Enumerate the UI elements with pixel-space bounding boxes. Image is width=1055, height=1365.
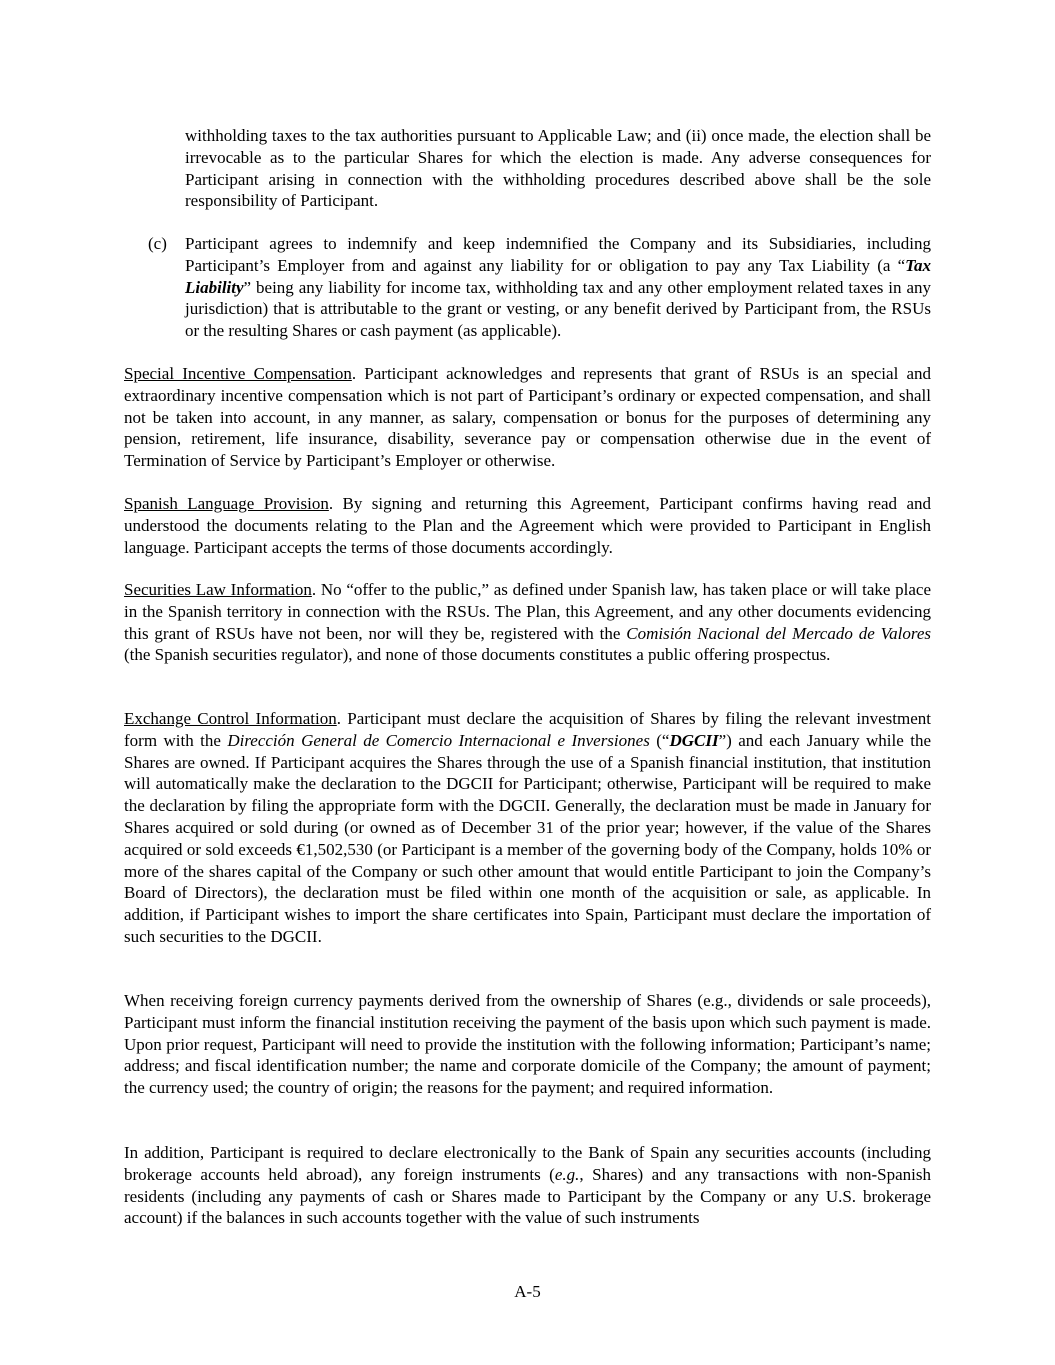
foreign-currency-text: When receiving foreign currency payments derived from the ownership of Shares (e.g., dividends or sale proceeds), Participant must inform the financial institution receiving the payment of the basis upon which such payment is made. Upon prior request, Participant will need to provide the institution with the following information; Participant’s name; address; and fiscal identification number; the name and corporate domicile of the Company; the amount of payment; the currency used; the country of origin; the reasons for the payment; and required information. bbox=[124, 991, 931, 1098]
page-number: A-5 bbox=[514, 1282, 541, 1301]
item-c-text-2: ” being any liability for income tax, withholding tax and any other employment related taxes in any jurisdiction) that is attributable to the grant or vesting, or any benefit derived by Participant from, the RSUs or the resulting Shares or cash payment (as applicable). bbox=[185, 277, 931, 341]
continued-paragraph bbox=[185, 125, 931, 212]
bank-of-spain-paragraph bbox=[124, 1142, 931, 1229]
bank-of-spain-text-2: , Shares) and any transactions with non-Spanish residents (including any payments of cash or Shares made to Participant by the Company or any U.S. brokerage account) if the balances in such accounts together with the value of such instruments bbox=[124, 1164, 931, 1228]
item-c-paragraph bbox=[185, 233, 931, 342]
special-incentive-text: . Participant acknowledges and represents that grant of RSUs is an special and extraordinary incentive compensation which is not part of Participant’s ordinary or expected compensation, and shall not be taken into account, in any manner, as salary, compensation or bonus for the purposes of determining any pension, retirement, life insurance, disability, severance pay or compensation otherwise due in the event of Termination of Service by Participant’s Employer or otherwise. bbox=[124, 364, 932, 471]
spanish-language-paragraph bbox=[124, 493, 931, 558]
spanish-language-text: . By signing and returning this Agreement, Participant confirms having read and understood the documents relating to the Plan and the Agreement which were provided to Participant in English language. Participant accepts the terms of those documents accordingly. bbox=[124, 494, 931, 557]
foreign-currency-paragraph bbox=[124, 990, 931, 1099]
bank-of-spain-text-1: In addition, Participant is required to declare electronically to the Bank of Spain any securities accounts (including brokerage accounts held abroad), any foreign instruments ( bbox=[124, 1143, 931, 1184]
dgcii-term: DGCII bbox=[669, 730, 719, 750]
securities-law-text-1: . No “offer to the public,” as defined under Spanish law, has taken place or will take place in the Spanish territory in connection with the RSUs. The Plan, this Agreement, and any other documents evidencing this grant of RSUs have not been, nor will they be, registered with the bbox=[124, 580, 932, 643]
exchange-control-text-2: (“ bbox=[649, 730, 670, 750]
tax-liability-term: Tax Liability bbox=[185, 255, 931, 297]
dgcii-full-name: Dirección General de Comercio Internacional e Inversiones bbox=[227, 730, 650, 750]
exchange-control-heading: Exchange Control Information bbox=[124, 709, 337, 728]
securities-law-heading: Securities Law Information bbox=[124, 580, 312, 599]
continued-paragraph-text: withholding taxes to the tax authorities pursuant to Applicable Law; and (ii) once made, the election shall be irrevocable as to the particular Shares for which the election is made. Any adverse consequences for Participant arising in connection with the withholding procedures described above shall be the sole responsibility of Participant. bbox=[185, 126, 931, 211]
spanish-language-heading: Spanish Language Provision bbox=[124, 494, 329, 513]
securities-law-paragraph bbox=[124, 579, 931, 666]
item-c-text-1: Participant agrees to indemnify and keep indemnified the Company and its Subsidiaries, including Participant’s Employer from and against any liability for or obligation to pay any Tax Liability (a “ bbox=[185, 234, 931, 275]
cnmv-name: Comisión Nacional del Mercado de Valores bbox=[626, 623, 931, 643]
exchange-control-text-1: . Participant must declare the acquisition of Shares by filing the relevant investment form with the bbox=[124, 709, 931, 750]
eg-abbreviation: e.g. bbox=[554, 1164, 580, 1184]
item-c-label: (c) bbox=[148, 234, 167, 253]
special-incentive-heading: Special Incentive Compensation bbox=[124, 364, 352, 383]
special-incentive-paragraph bbox=[124, 363, 931, 472]
exchange-control-paragraph bbox=[124, 708, 931, 948]
securities-law-text-2: (the Spanish securities regulator), and none of those documents constitutes a public offering prospectus. bbox=[124, 645, 831, 665]
exchange-control-text-3: ”) and each January while the Shares are owned. If Participant acquires the Shares through the use of a Spanish financial institution, that institution will automatically make the declaration to the DGCII for Participant; otherwise, Participant will be required to make the declaration by filing the appropriate form with the DGCII. Generally, the declaration must be made in January for Shares acquired or sold during (or owned as of December 31 of the prior year; however, if the value of the Shares acquired or sold exceeds €1,502,530 (or Participant is a member of the governing body of the Company, holds 10% or more of the shares capital of the Company or such other amount that would entitle Participant to join the Company’s Board of Directors), the declaration must be filed within one month of the acquisition or sale, as applicable. In addition, if Participant wishes to import the share certificates into Spain, Participant must declare the importation of such securities to the DGCII. bbox=[124, 730, 931, 946]
